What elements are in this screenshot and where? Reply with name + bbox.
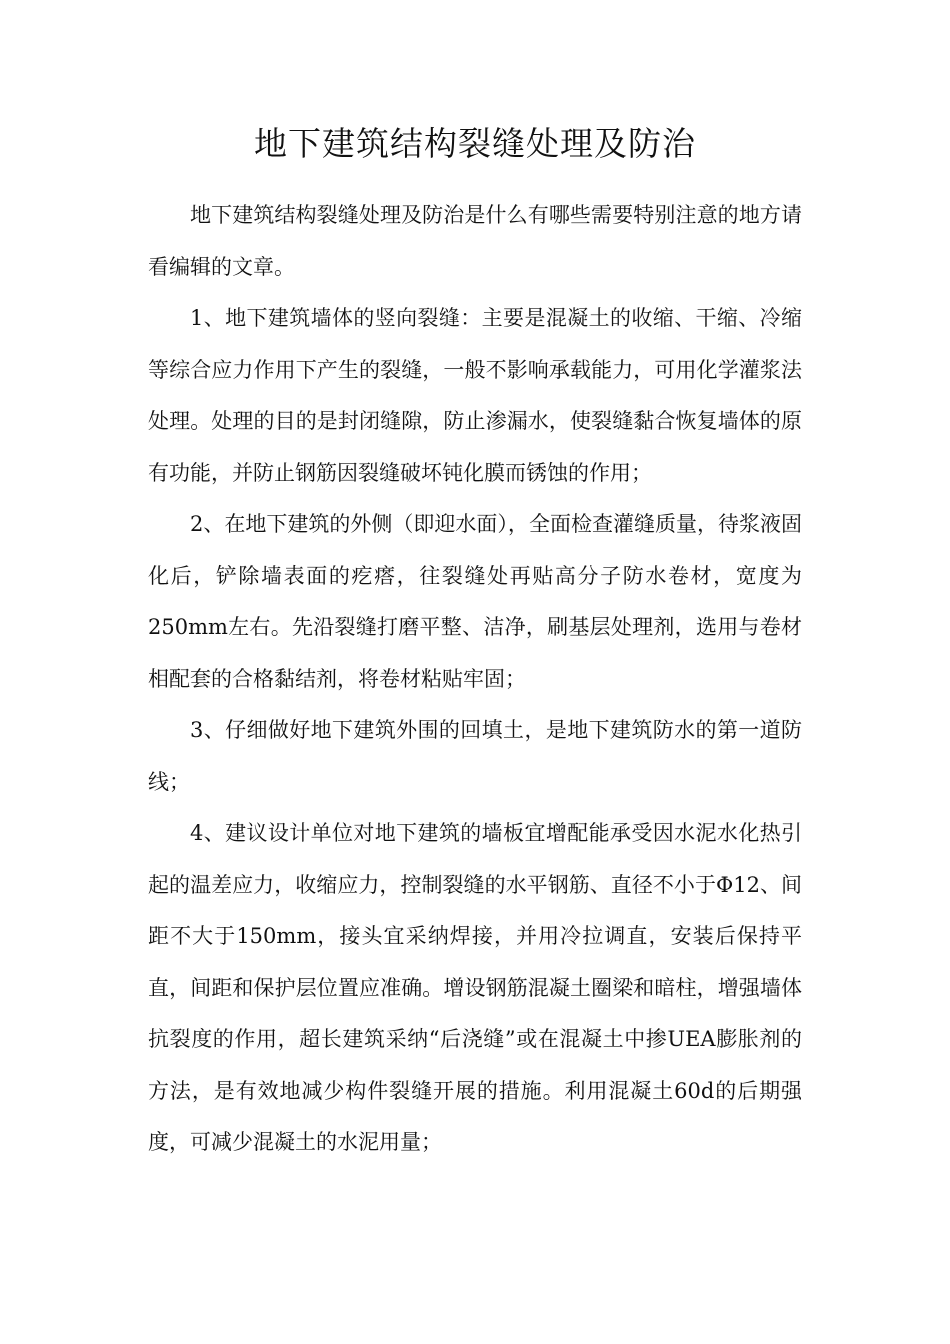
paragraph-intro: 地下建筑结构裂缝处理及防治是什么有哪些需要特别注意的地方请看编辑的文章。: [148, 203, 802, 279]
paragraph-item-1: 1、地下建筑墙体的竖向裂缝：主要是混凝土的收缩、干缩、冷缩等综合应力作用下产生的裂缝，一般不影响承载能力，可用化学灌浆法处理。处理的目的是封闭缝隙，防止渗漏水，使裂缝黏合恢复墙体的原有功能，并防止钢筋因裂缝破坏钝化膜而锈蚀的作用；: [148, 306, 802, 485]
document-title: 地下建筑结构裂缝处理及防治: [254, 124, 696, 163]
paragraph-item-2: 2、在地下建筑的外侧（即迎水面），全面检查灌缝质量，待浆液固化后，铲除墙表面的疙瘩，往裂缝处再贴高分子防水卷材，宽度为250mm左右。先沿裂缝打磨平整、洁净，刷基层处理剂，选用与卷材相配套的合格黏结剂，将卷材粘贴牢固；: [148, 512, 802, 691]
paragraph-item-3: 3、仔细做好地下建筑外围的回填土，是地下建筑防水的第一道防线；: [148, 718, 802, 794]
paragraph-item-4: 4、建议设计单位对地下建筑的墙板宜增配能承受因水泥水化热引起的温差应力，收缩应力，控制裂缝的水平钢筋、直径不小于Φ12、间距不大于150mm，接头宜采纳焊接，并用冷拉调直，安装后保持平直，间距和保护层位置应准确。增设钢筋混凝土圈梁和暗柱，增强墙体抗裂度的作用，超长建筑采纳“后浇缝”或在混凝土中掺UEA膨胀剂的方法，是有效地减少构件裂缝开展的措施。利用混凝土60d的后期强度，可减少混凝土的水泥用量；: [148, 821, 802, 1154]
document-body: [148, 190, 802, 1169]
